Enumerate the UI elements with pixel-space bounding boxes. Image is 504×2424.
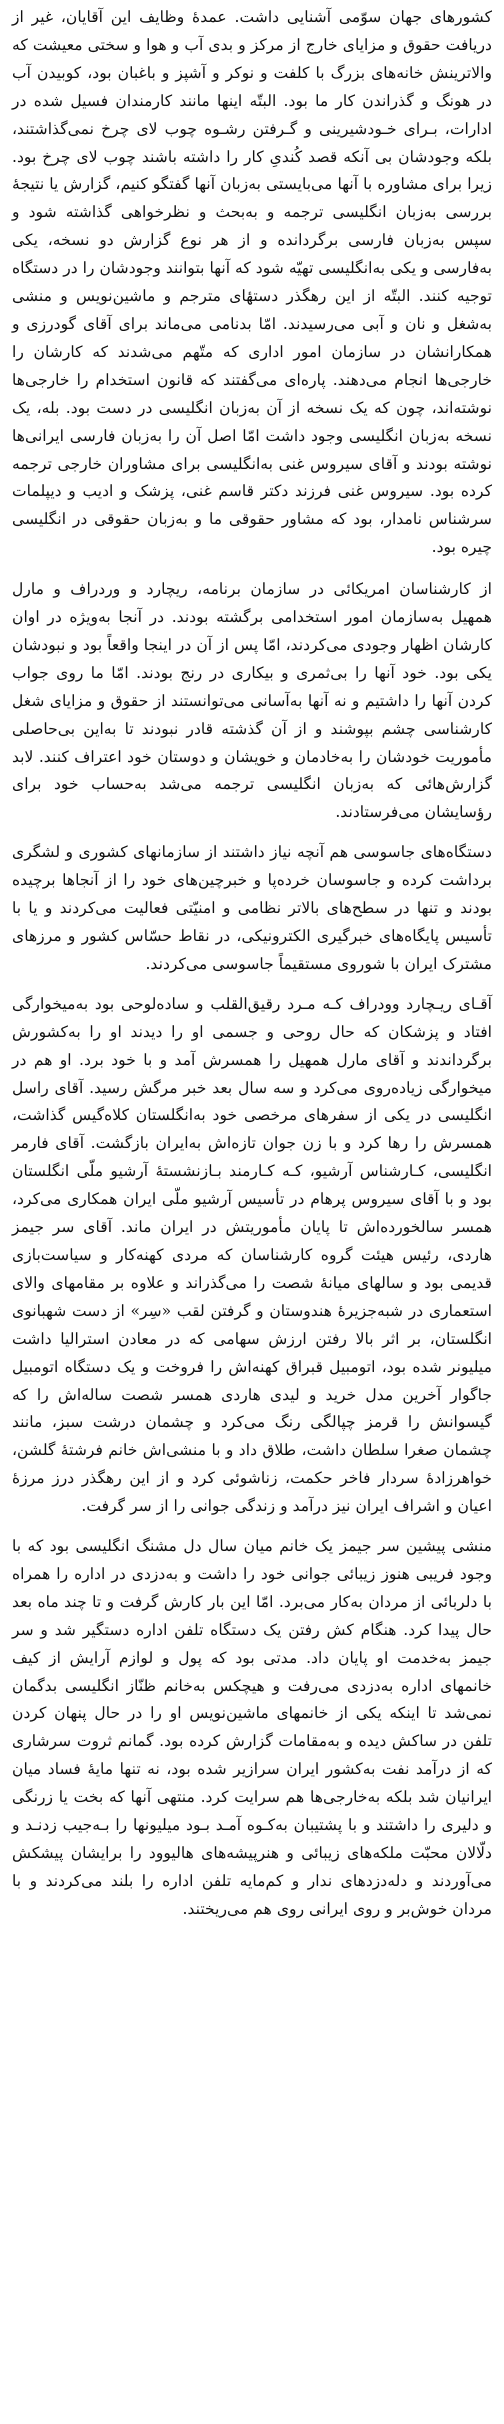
- paragraph: از کارشناسان امریکائی در سازمان برنامه، ریچارد و وردراف و مارل همهیل به‌سازمان امور استخدامی برگشته بودند. در آنجا به‌ویژه در اوان کارشان اظهار وجودی می‌کردند، امّا پس از آن در اینجا واقعاً بود و نبودشان یکی بود. خود آنها را بی‌ثمری و بیکاری در رنج بودند. امّا ما روی جواب کردن آنها را داشتیم و نه آنها به‌آسانی می‌توانستند از حقوق و مزایای شغل کارشناسی چشم بپوشند و از آن گذشته قادر نبودند تا به‌این بی‌حاصلی مأموریت خودشان را به‌خادمان و خویشان و دوستان خود اعتراف کنند. لابد گزارش‌هائی که به‌زبان انگلیسی ترجمه می‌شد به‌حساب خود برای رؤسایشان می‌فرستادند.: [12, 580, 492, 822]
- paragraph: کشورهای جهان سوّمی آشنایی داشت. عمدهٔ وظایف این آقایان، غیر از دریافت حقوق و مزایای خارج از مرکز و بدی آب و هوا و سختی معیشت که والاترینش خانه‌های بزرگ با کلفت و نوکر و آشپز و باغبان بود، کوبیدن آب در هونگ و گذراندن کار ما بود. البتّه اینها مانند کارمندان فسیل شده در ادارات، بـرای خـودشیرینی و گـرفتن رشـوه چوب لای چرخ نمی‌گذاشتند، بلکه وجودشان بی آنکه قصد کُندیِ کار را داشته باشند چوب لای چرخ بود. زیرا برای مشاوره با آنها می‌بایستی به‌زبان آنها گفتگو کنیم، گزارش یا نتیجهٔ بررسی به‌زبان انگلیسی ترجمه و به‌بحث و نظرخواهی گذاشته شود و سپس به‌زبان فارسی برگردانده و از هر نوع گزارش دو نسخه، یکی به‌فارسی و یکی به‌انگلیسی تهیّه شود که آنها بتوانند وجودشان را در دستگاه توجیه کنند. البتّه از این رهگذر دستهٔای مترجم و ماشین‌نویس و منشی به‌شغل و نان و آبی می‌رسیدند. امّا بدنامی می‌ماند برای آقای گودرزی و همکارانشان در سازمان امور اداری که متّهم می‌شدند که کارشان را خارجی‌ها انجام می‌دهند. پاره‌ای می‌گفتند که قانون استخدام را خارجی‌ها نوشته‌اند، چون که یک نسخه از آن به‌زبان انگلیسی در دست بود. بله، یک نسخه به‌زبان انگلیسی وجود داشت امّا اصل آن را به‌زبان فارسی ایرانی‌ها نوشته بودند و آقای سیروس غنی به‌انگلیسی برای مشاوران خارجی ترجمه کرده بود. سیروس غنی فرزند دکتر قاسم غنی، پزشک و ادیب و دیپلمات سرشناس نامدار، بود که مشاور حقوقی ما و به‌زبان حقوقی در انگلیسی چیره بود.: [12, 8, 492, 557]
- paragraph: منشی پیشین سر جیمز یک خانم میان سال دل مشنگ انگلیسی بود که با وجود فریبی هنوز زیبائی جوانی خود را داشت و به‌دزدی در اداره را همراه با دلربائی از مردان به‌کار می‌برد. امّا این بار کارش گرفت و تا چند ماه بعد حال پیدا کرد. هنگام کش رفتن یک دستگاه تلفن اداره دستگیر شد و سر جیمز به‌خدمت او پایان داد. مدتی بود که پول و لوازم آرایش از کیف خانمهای اداره به‌دزدی می‌رفت و هیچکس به‌خانم ظنّاز انگلیسی بدگمان نمی‌شد تا اینکه یکی از خانمهای ماشین‌نویس او را در حال پنهان کردن تلفن در ساکش دیده و به‌مقامات گزارش کرده بود. گمانم ثروت سرشاری که از درآمد نفت به‌کشور ایران سرازیر شده بود، نه تنها مایهٔ فساد میان ایرانیان شد بلکه به‌خارجی‌ها هم سرایت کرد. منتهی آنها که بخت یا زرنگی و دلیری را داشتند و با پشتیبان به‌کـوه آمـد بـود میلیونها را بـه‌جیب زدنـد و دلّالان محبّت ملکه‌های زیبائی و هنرپیشه‌های هالیوود را برایشان پیشکش می‌آوردند و دله‌دزدهای ندار و کم‌مایه تلفن اداره را بلند می‌کردند و با مردان خوش‌بر و روی ایرانی روی هم می‌ریختند.: [12, 1537, 492, 1918]
- paragraph: آقـای ریـچارد وودراف کـه مـرد رقیق‌القلب و ساده‌لوحی بود به‌میخوارگی افتاد و پزشکان که حال روحی و جسمی او را دیدند او را به‌کشورش برگرداندند و آقای مارل همهیل را همسرش آمد و با خود برد. او هم در میخوارگی زیاده‌روی می‌کرد و سه سال بعد خبر مرگش رسید. آقای راسل انگلیسی در یکی از سفرهای مرخصی خود به‌انگلستان کلاه‌گیس گذاشت، همسرش را رها کرد و با زن جوان تازه‌اش به‌ایران بازگشت. آقای فارمر انگلیسی، کـارشناس آرشیو، کـه کـارمند بـازنشستهٔ آرشیو ملّی انگلستان بود و با آقای سیروس پرهام در تأسیس آرشیو ملّی ایران همکاری می‌کرد، همسر سالخورده‌اش تا پایان مأموریتش در ایران ماند. آقای سر جیمز هاردی، رئیس هیئت گروه کارشناسان که مردی کهنه‌کار و سیاست‌بازی قدیمی بود و سالهای میانهٔ شصت را می‌گذراند و علاوه بر مقامهای والای استعماری در شبه‌جزیرهٔ هندوستان و گرفتن لقب «سِر» از دست شهبانوی انگلستان، بر اثر بالا رفتن ارزش سهامی که در معادن استرالیا داشت میلیونر شده بود، اتومبیل قبراق کهنه‌اش را فروخت و یک دستگاه اتومبیل جاگوار آخرین مدل خرید و لیدی هاردی همسر شصت ساله‌اش را که گیسوانش را قرمز چپالگی رنگ می‌کرد و چشمان درشت سبز، مانند چشمان صغرا سلطان داشت، طلاق داد و با منشی‌اش خانم فرشتهٔ گلشن، خواهرزادهٔ سردار فاخر حکمت، زناشوئی کرد و از این رهگذر درز مرزهٔ اعیان و اشراف ایران نیز درآمد و زندگی جوانی را از سر گرفت.: [12, 994, 492, 1516]
- paragraph: دستگاه‌های جاسوسی هم آنچه نیاز داشتند از سازمانهای کشوری و لشگری برداشت کرده و جاسوسان خرده‌پا و خبرچین‌های خود را از آنجاها برچیده بودند و تنها در سطح‌های بالاتر نظامی و امنیّتی فعالیت می‌کردند و یا با تأسیس پایگاه‌های خبرگیری الکترونیکی، در نقاط حسّاس کشور و مرزهای مشترک ایران با شوروی مستقیماً جاسوسی می‌کردند.: [12, 843, 492, 973]
